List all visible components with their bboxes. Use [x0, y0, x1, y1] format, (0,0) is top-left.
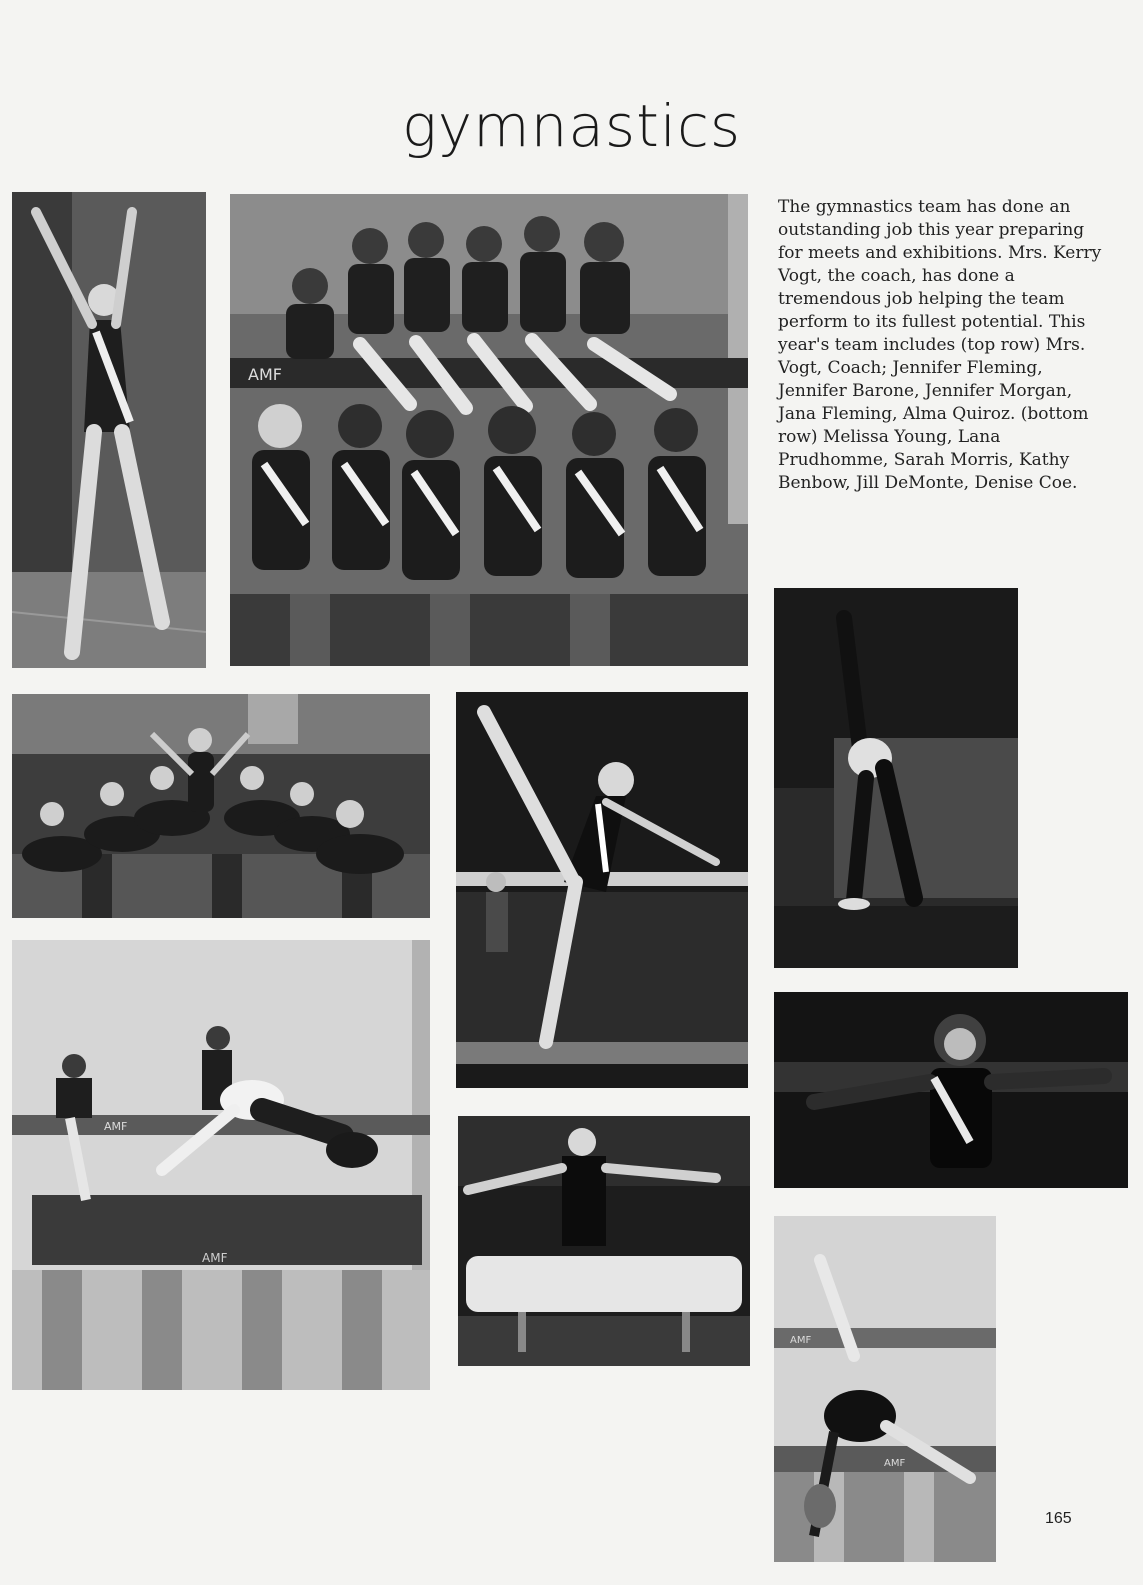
team-caption: The gymnastics team has done an outstanding job this year preparing for meets and exhibitions. Mrs. Kerry Vogt, the coach, has done a tremendous job helping the team perform to its fullest potential. This year's team includes (top row) Mrs. Vogt, Coach; Jennifer Fleming, Jennifer Barone, Jennifer Morgan, Jana Fleming, Alma Quiroz. (bottom row) Melissa Young, Lana Prudhomme, Sarah Morris, Kathy Benbow, Jill DeMonte, Denise Coe.: [778, 197, 1102, 493]
amf-logo: AMF: [790, 1335, 812, 1346]
photo-handstand-split: [774, 588, 1018, 968]
amf-logo: AMF: [202, 1251, 228, 1265]
photo-pommel-horse: [458, 1116, 750, 1366]
photo-team-splits: [12, 694, 430, 918]
photo-tumbling: [12, 940, 430, 1390]
photo-back-walkover: [774, 1216, 996, 1562]
page-number: 165: [1045, 1510, 1072, 1527]
photo-split-leap: [774, 992, 1128, 1188]
photo-beam-leg-hold: [456, 692, 748, 1088]
page-title: gymnastics: [401, 92, 742, 160]
amf-logo: AMF: [248, 365, 282, 384]
amf-logo: AMF: [104, 1120, 128, 1133]
photo-team-group: [230, 194, 748, 666]
amf-logo: AMF: [884, 1458, 906, 1469]
photo-gymnast-arms-raised: [12, 192, 206, 668]
